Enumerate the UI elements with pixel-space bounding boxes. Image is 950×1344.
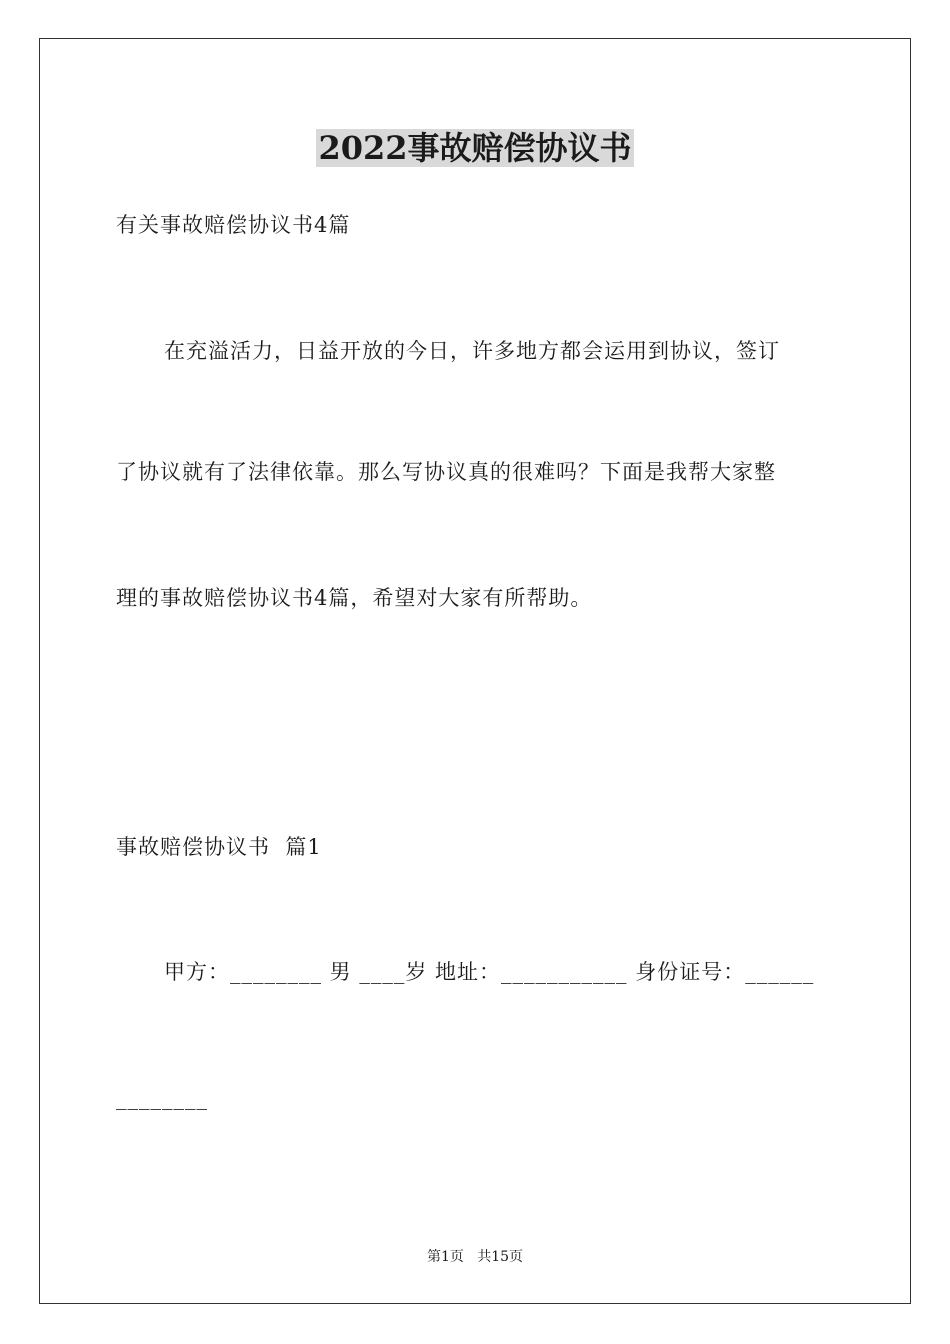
- party-a-line-continued: ________: [116, 1086, 208, 1110]
- intro-line-3: 理的事故赔偿协议书4篇，希望对大家有所帮助。: [116, 586, 593, 610]
- document-title-text: 2022事故赔偿协议书: [318, 129, 632, 167]
- intro-line-1: 在充溢活力，日益开放的今日，许多地方都会运用到协议，签订: [164, 339, 780, 363]
- page-footer: 第1页 共15页: [426, 1249, 524, 1265]
- document-subtitle: 有关事故赔偿协议书4篇: [116, 213, 351, 237]
- section-heading: 事故赔偿协议书 篇1: [116, 835, 322, 859]
- party-a-line: 甲方：________ 男 ____岁 地址：___________ 身份证号：______: [164, 960, 815, 984]
- intro-line-2: 了协议就有了法律依靠。那么写协议真的很难吗？下面是我帮大家整: [116, 460, 776, 484]
- document-title: [0, 128, 950, 168]
